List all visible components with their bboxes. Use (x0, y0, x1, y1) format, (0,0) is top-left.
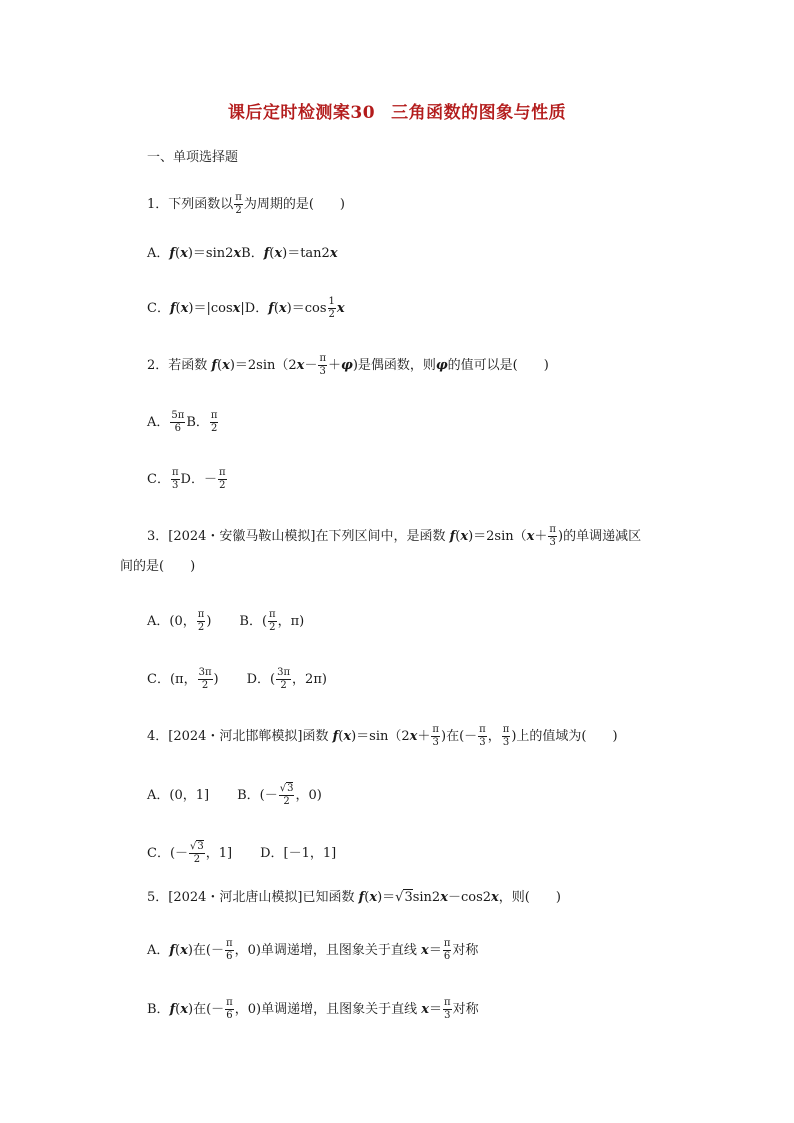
question-3-options-ab: A．(0， $\frac{\pi}{2}$ ) B．( $\frac{\pi}{2}$ ，π) (147, 609, 305, 633)
question-4-options-cd: C．(－ $\frac{√3}{2}$ ，1] D．[－1，1] (147, 841, 337, 865)
question-4-options-ab: A．(0，1] B．(－ $\frac{√3}{2}$ ，0) (147, 783, 322, 807)
title-topic: 三角函数的图象与性质 (391, 103, 567, 123)
question-1-stem: 1．下列函数以 $\frac{\pi}{2}$ 为周期的是( ) (147, 192, 346, 216)
page-title (0, 98, 794, 123)
question-4-stem: 4．[2024・河北邯郸模拟]函数 f(x)＝sin（2x＋ $\frac{\pi}{3}$ )在(－ $\frac{\pi}{3}$ ， $\frac{\pi}{3}$ )上的值域为( ) (147, 724, 618, 748)
question-2-options-cd: C． $\frac{\pi}{3}$ D．－ $\frac{\pi}{2}$ (147, 467, 226, 491)
question-3-stem-cont: 间的是( ) (120, 559, 196, 574)
question-5-option-b: B．f(x)在(－ $\frac{\pi}{6}$ ，0)单调递增，且图象关于直线 x＝ $\frac{\pi}{3}$ 对称 (147, 997, 479, 1021)
question-5-option-a: A．f(x)在(－ $\frac{\pi}{6}$ ，0)单调递增，且图象关于直线 x＝ $\frac{\pi}{6}$ 对称 (147, 938, 479, 962)
question-5-stem: 5．[2024・河北唐山模拟]已知函数 f(x)＝√3sin2x－cos2x，则( ) (147, 890, 561, 905)
question-2-stem: 2．若函数 f(x)＝2sin（2x－ $\frac{\pi}{3}$ ＋φ)是偶函数，则φ的值可以是( ) (147, 353, 549, 377)
question-3-options-cd: C．(π， $\frac{3\pi}{2}$ ) D．( $\frac{3\pi}{2}$ ，2π) (147, 667, 327, 691)
question-1-options-cd: C．f(x)＝|cosx|D．f(x)＝cos $\frac{1}{2}$ x (147, 296, 345, 320)
section-heading: 一、单项选择题 (147, 150, 239, 165)
question-1-options-ab: A．f(x)＝sin2xB．f(x)＝tan2x (147, 246, 338, 261)
question-2-options-ab: A． $\frac{5\pi}{6}$ B． $\frac{\pi}{2}$ (147, 410, 218, 434)
title-main: 课后定时检测案30 (227, 103, 376, 123)
question-3-stem: 3．[2024・安徽马鞍山模拟]在下列区间中，是函数 f(x)＝2sin（x＋ $\frac{\pi}{3}$ )的单调递减区 (147, 524, 642, 548)
